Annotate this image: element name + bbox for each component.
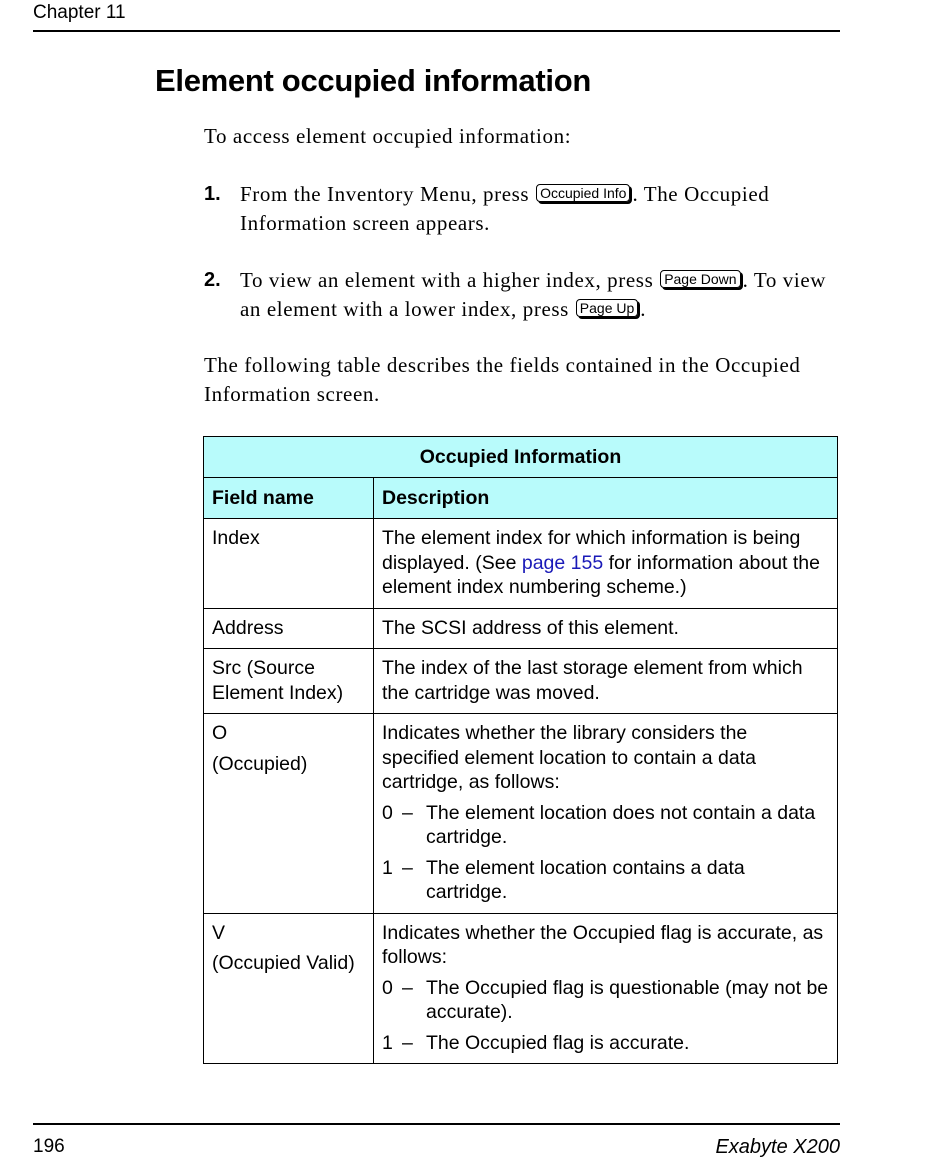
- occupied-information-table: [203, 436, 838, 1064]
- option-dash: –: [402, 1031, 413, 1054]
- product-name: Exabyte X200: [715, 1136, 840, 1158]
- chapter-label: Chapter 11: [33, 2, 126, 23]
- description-text: Indicates whether the Occupied flag is accurate, as follows:: [382, 921, 824, 968]
- header-rule: [33, 30, 840, 32]
- option-value: 1: [382, 1031, 393, 1054]
- step-number: 2.: [204, 269, 221, 291]
- option-value: 0: [382, 976, 393, 999]
- step-number: 1.: [204, 183, 221, 205]
- occupied-info-key: Occupied Info: [536, 184, 630, 202]
- table-caption: Occupied Information: [204, 437, 838, 478]
- step-text: From the Inventory Menu, press Occupied Info . The Occupied Information screen appears.: [240, 182, 770, 235]
- field-name: [204, 714, 374, 914]
- table-row: [204, 714, 838, 914]
- field-subname: (Occupied Valid): [212, 952, 355, 974]
- page-down-key: Page Down: [660, 270, 740, 288]
- table-row: [204, 519, 838, 609]
- option-text: The Occupied flag is accurate.: [426, 1031, 690, 1054]
- field-description: The SCSI address of this element.: [374, 608, 838, 649]
- option-item: [382, 1031, 829, 1056]
- field-code: V: [212, 921, 226, 944]
- field-name: Address: [204, 608, 374, 649]
- description-text: Indicates whether the library considers the specified element location to contain a data cartridge, as follows:: [382, 722, 756, 793]
- page-up-key: Page Up: [576, 299, 638, 317]
- option-value: 1: [382, 856, 393, 879]
- option-item: [382, 801, 829, 850]
- field-code: O: [212, 722, 228, 744]
- footer-rule: [33, 1123, 840, 1125]
- step-text: To view an element with a higher index, press Page Down . To view an element with a lower index, press Page Up .: [240, 268, 827, 321]
- column-header-description: Description: [374, 478, 838, 519]
- page-title: Element occupied information: [155, 63, 591, 98]
- option-item: [382, 976, 829, 1025]
- option-dash: –: [402, 976, 413, 999]
- field-description: The element index for which information is being displayed. (See page 155 for information about the element index numbering scheme.): [374, 519, 838, 609]
- option-text: The element location contains a data cartridge.: [426, 856, 745, 903]
- step-1: [204, 180, 834, 238]
- option-dash: –: [402, 801, 413, 824]
- option-text: The element location does not contain a data cartridge.: [426, 801, 816, 848]
- column-header-field: Field name: [204, 478, 374, 519]
- intro-text: To access element occupied information:: [204, 124, 572, 148]
- option-dash: –: [402, 856, 413, 879]
- step-2: [204, 266, 834, 324]
- table-row: [204, 649, 838, 714]
- table-row: [204, 608, 838, 649]
- table-intro-text: The following table describes the fields contained in the Occupied Information screen.: [204, 353, 801, 406]
- field-description: [374, 913, 838, 1064]
- field-name: [204, 913, 374, 1064]
- option-value: 0: [382, 801, 393, 824]
- table-row: [204, 913, 838, 1064]
- page-link[interactable]: page 155: [521, 551, 604, 574]
- field-description: The index of the last storage element from which the cartridge was moved.: [374, 649, 838, 714]
- field-name: Src (Source Element Index): [204, 649, 374, 714]
- option-item: [382, 856, 829, 905]
- field-subname: (Occupied): [212, 752, 308, 775]
- field-description: [374, 714, 838, 914]
- field-name: Index: [204, 519, 374, 609]
- option-text: The Occupied flag is questionable (may not be accurate).: [426, 976, 829, 1023]
- page-number: 196: [33, 1136, 65, 1157]
